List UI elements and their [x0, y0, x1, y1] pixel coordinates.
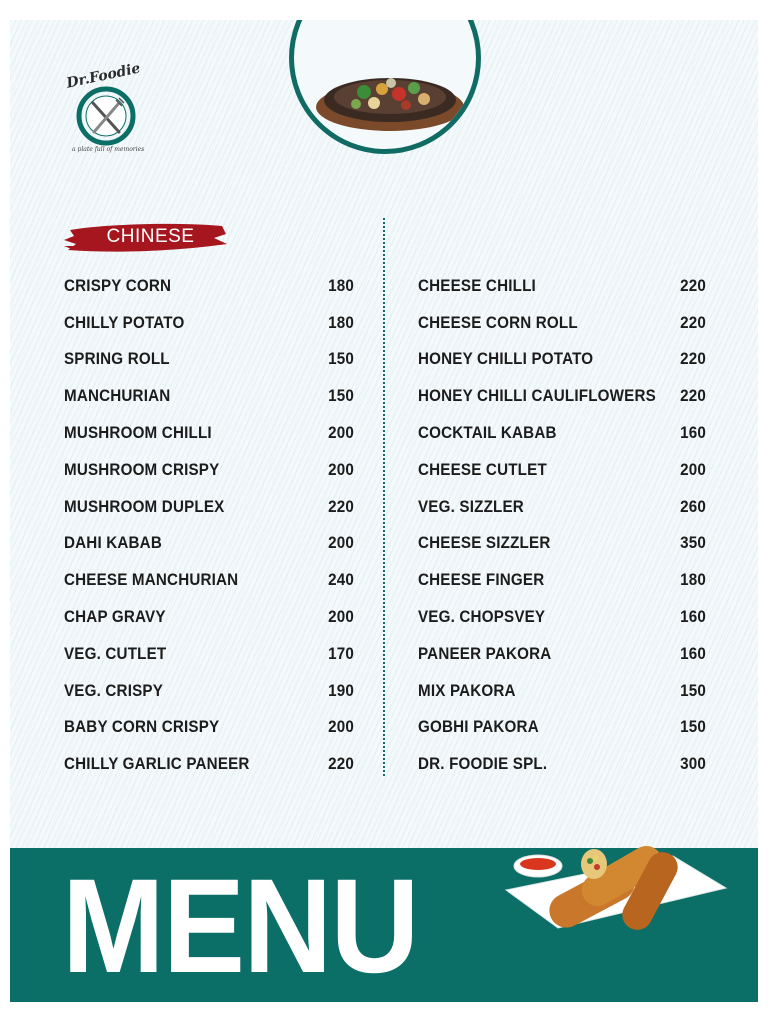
- menu-item: [64, 415, 354, 452]
- logo-tagline: a plate full of memories: [72, 146, 145, 153]
- menu-item-price: 220: [680, 313, 707, 332]
- section-banner: [64, 216, 229, 258]
- menu-item-name: CHILLY GARLIC PANEER: [64, 755, 250, 774]
- menu-item: [64, 599, 354, 636]
- menu-item: [418, 489, 706, 526]
- menu-item: [64, 342, 354, 379]
- menu-item-name: MIX PAKORA: [418, 681, 516, 700]
- footer-band: [10, 848, 758, 1002]
- menu-item: [418, 452, 706, 489]
- menu-page: [10, 20, 758, 1002]
- spring-rolls-image: [498, 828, 728, 968]
- menu-item-name: MUSHROOM DUPLEX: [64, 497, 225, 516]
- menu-item-price: 200: [328, 608, 355, 627]
- menu-item-price: 300: [680, 755, 707, 774]
- menu-item-price: 160: [680, 424, 707, 443]
- menu-item-price: 200: [328, 534, 355, 553]
- menu-item: [418, 710, 706, 747]
- menu-item-price: 260: [680, 497, 707, 516]
- menu-item: [64, 452, 354, 489]
- menu-item-price: 200: [680, 460, 707, 479]
- menu-item: [64, 526, 354, 563]
- menu-item-price: 220: [328, 755, 355, 774]
- menu-item: [64, 562, 354, 599]
- menu-item-price: 200: [328, 718, 355, 737]
- menu-item: [418, 526, 706, 563]
- menu-item: [418, 599, 706, 636]
- menu-item-name: CHEESE CHILLI: [418, 276, 536, 295]
- menu-item-price: 350: [680, 534, 707, 553]
- menu-item: [418, 673, 706, 710]
- menu-item-name: COCKTAIL KABAB: [418, 424, 557, 443]
- dr-foodie-logo: [66, 60, 150, 170]
- menu-item-price: 150: [680, 718, 707, 737]
- menu-item-name: VEG. SIZZLER: [418, 497, 524, 516]
- menu-item-name: VEG. CHOPSVEY: [418, 608, 546, 627]
- sizzler-dish-image: [294, 20, 476, 149]
- menu-item-price: 240: [328, 571, 355, 590]
- menu-column-right: [418, 268, 706, 783]
- menu-item-name: VEG. CUTLET: [64, 644, 167, 663]
- menu-item: [418, 305, 706, 342]
- menu-item-name: CHEESE FINGER: [418, 571, 545, 590]
- menu-item-name: HONEY CHILLI POTATO: [418, 350, 594, 369]
- menu-item: [64, 489, 354, 526]
- menu-item-name: CHEESE CORN ROLL: [418, 313, 578, 332]
- spring-rolls-plate-icon: [498, 828, 728, 968]
- menu-item-price: 160: [680, 608, 707, 627]
- menu-item: [64, 305, 354, 342]
- menu-title: MENU: [62, 852, 418, 1001]
- menu-item-price: 150: [328, 387, 355, 406]
- menu-item-price: 200: [328, 460, 355, 479]
- menu-item-price: 180: [680, 571, 707, 590]
- menu-item: [418, 636, 706, 673]
- menu-item-price: 150: [328, 350, 355, 369]
- menu-item-price: 180: [328, 276, 355, 295]
- menu-item-name: CHEESE SIZZLER: [418, 534, 551, 553]
- menu-item-name: GOBHI PAKORA: [418, 718, 539, 737]
- menu-item: [418, 562, 706, 599]
- menu-item-price: 160: [680, 644, 707, 663]
- menu-item-name: DR. FOODIE SPL.: [418, 755, 548, 774]
- menu-item-price: 200: [328, 424, 355, 443]
- menu-item-price: 150: [680, 681, 707, 700]
- logo-wordmark: Dr.Foodie: [65, 60, 142, 92]
- menu-item-price: 170: [328, 644, 355, 663]
- menu-item-price: 220: [680, 276, 707, 295]
- menu-item-name: CHEESE MANCHURIAN: [64, 571, 239, 590]
- menu-item-name: BABY CORN CRISPY: [64, 718, 220, 737]
- menu-item-name: PANEER PAKORA: [418, 644, 552, 663]
- menu-item-price: 190: [328, 681, 355, 700]
- menu-item-name: MANCHURIAN: [64, 387, 171, 406]
- menu-item-name: SPRING ROLL: [64, 350, 170, 369]
- section-title: CHINESE: [106, 226, 195, 247]
- menu-item-price: 180: [328, 313, 355, 332]
- menu-item-price: 220: [328, 497, 355, 516]
- menu-item-name: MUSHROOM CHILLI: [64, 424, 212, 443]
- top-dish-frame: [289, 20, 481, 154]
- menu-item-price: 220: [680, 387, 707, 406]
- menu-item: [64, 636, 354, 673]
- menu-item-name: CHAP GRAVY: [64, 608, 166, 627]
- menu-item-name: CHILLY POTATO: [64, 313, 185, 332]
- menu-item: [64, 746, 354, 783]
- menu-item: [418, 746, 706, 783]
- menu-item-name: CRISPY CORN: [64, 276, 172, 295]
- menu-item: [64, 378, 354, 415]
- menu-item-price: 220: [680, 350, 707, 369]
- menu-item: [418, 378, 706, 415]
- menu-item-name: HONEY CHILLI CAULIFLOWERS: [418, 387, 656, 406]
- menu-item-name: CHEESE CUTLET: [418, 460, 547, 479]
- menu-item: [64, 673, 354, 710]
- menu-item: [64, 710, 354, 747]
- menu-column-left: [64, 268, 354, 783]
- column-divider: [383, 218, 385, 776]
- menu-item: [418, 415, 706, 452]
- menu-item-name: VEG. CRISPY: [64, 681, 164, 700]
- menu-item: [418, 342, 706, 379]
- menu-item: [64, 268, 354, 305]
- menu-item-name: DAHI KABAB: [64, 534, 162, 553]
- menu-item: [418, 268, 706, 305]
- menu-item-name: MUSHROOM CRISPY: [64, 460, 220, 479]
